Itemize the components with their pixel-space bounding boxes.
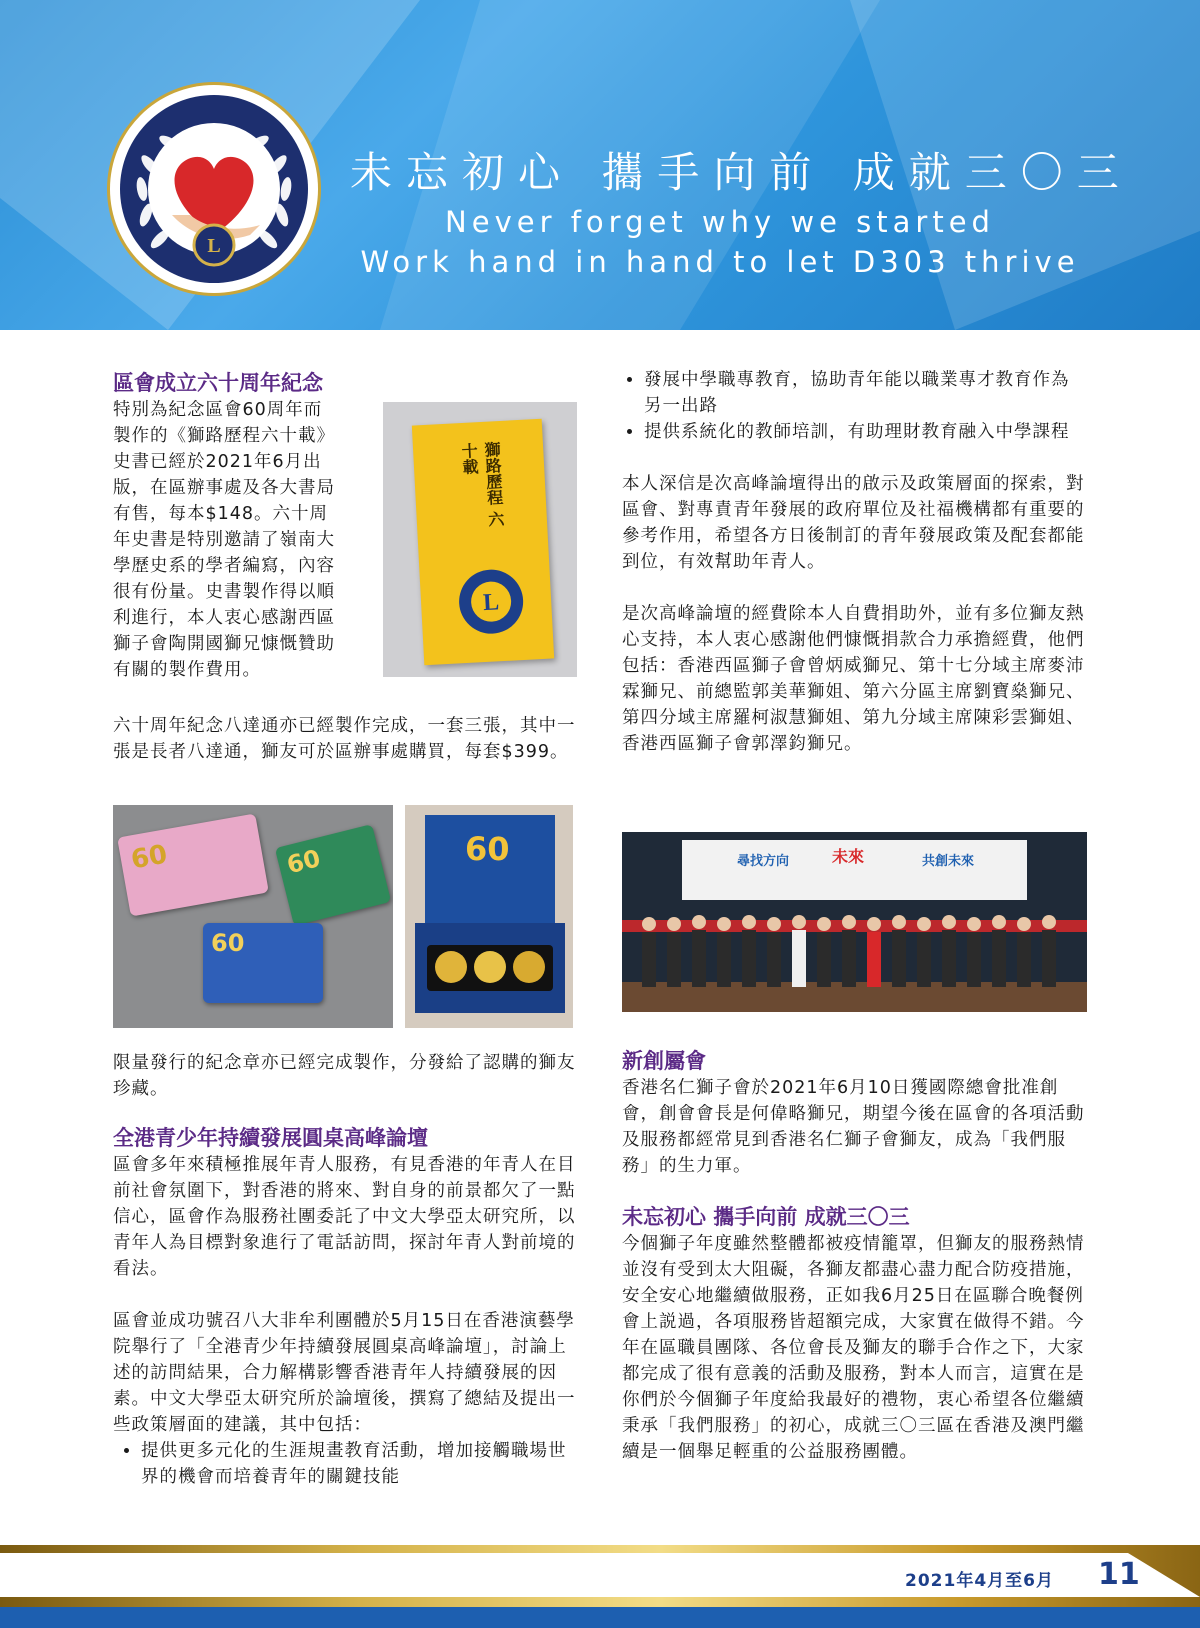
right-column — [622, 367, 1087, 757]
medal-box-60: 60 — [465, 830, 510, 868]
recommendation-list — [113, 1438, 583, 1490]
section-heading-new-club: 新創屬會 — [622, 1049, 706, 1073]
book-line: 特別為紀念區會60周年而 — [113, 400, 323, 420]
section-heading-closing: 未忘初心 攜手向前 成就三〇三 — [622, 1205, 910, 1229]
issue-date: 2021年4月至6月 — [905, 1571, 1054, 1591]
stage-banner-right: 共創未來 — [922, 854, 975, 869]
book-line: 有關的製作費用。 — [113, 660, 261, 680]
section-heading-youth-summit: 全港青少年持續發展圓桌高峰論壇 — [113, 1126, 428, 1150]
summit-reflection-para: 本人深信是次高峰論壇得出的啟示及政策層面的探索，對區會、對專責青年發展的政府單位及社福機構都有重要的參考作用，希望各方日後制訂的青年發展政策及配套都能到位，有效幫助年青人。 — [622, 474, 1085, 572]
book-line: 有售，每本$148。六十周 — [113, 504, 329, 524]
medal-box-photo — [405, 805, 573, 1028]
lions-logo — [110, 85, 318, 293]
right-lower-column — [622, 1045, 1087, 1465]
card-60-label: 60 — [211, 929, 245, 957]
closing-para: 今個獅子年度雖然整體都被疫情籠罩，但獅友的服務熱情並沒有受到太大阻礙，各獅友都盡心盡力配合防疫措施，安全安心地繼續做服務，正如我6月25日在區聯合晚餐例會上説過，各項服務皆超額完成，大家實在做得不錯。今年在區職員團隊、各位會長及獅友的聯手合作之下，大家都完成了很有意義的活動及服務，對本人而言，這實在是你們於今個獅子年度給我最好的禮物，衷心希望各位繼續秉承「我們服務」的初心，成就三〇三區在香港及澳門繼續是一個舉足輕重的公益服務團體。 — [622, 1234, 1085, 1462]
list-item: • 提供系統化的教師培訓，有助理財教育融入中學課程 — [644, 419, 1087, 445]
recommendation-list-cont — [622, 367, 1087, 445]
youth-summit-para1: 區會多年來積極推展年青人服務，有見香港的年青人在目前社會氛圍下，對香港的將來、對自身的前景都欠了一點信心，區會作為服務社團委託了中文大學亞太研究所，以青年人為目標對象進行了電話訪問，探討年青人對前境的看法。 — [113, 1155, 576, 1279]
summit-stage-photo — [622, 832, 1087, 1012]
book-photo — [383, 402, 577, 677]
book-cover-title: 獅路歷程 六十載 — [458, 440, 506, 528]
book-line: 年史書是特別邀請了嶺南大 — [113, 530, 335, 550]
header-subtitle-line2: Work hand in hand to let D303 thrive — [360, 245, 1080, 279]
book-line: 很有份量。史書製作得以順 — [113, 582, 335, 602]
list-item: • 發展中學職專教育，協助青年能以職業專才教育作為另一出路 — [644, 367, 1087, 419]
book-line: 利進行，本人衷心感謝西區 — [113, 608, 335, 628]
stage-banner-mid: 未來 — [832, 847, 865, 866]
page-number: 11 — [1098, 1557, 1140, 1592]
book-line: 獅子會陶開國獅兄慷慨贊助 — [113, 634, 335, 654]
youth-summit-para2: 區會並成功號召八大非牟利團體於5月15日在香港演藝學院舉行了「全港青少年持續發展圓桌高峰論壇」，討論上述的訪問結果，合力解構影響香港青年人持續發展的因素。中文大學亞太研究所於論壇後，撰寫了總結及提出一些政策層面的建議，其中包括： — [113, 1311, 576, 1435]
card-60-label: 60 — [128, 839, 170, 876]
new-club-para: 香港名仁獅子會於2021年6月10日獲國際總會批准創會，創會會長是何偉略獅兄，期望今後在區會的各項活動及服務都經常見到香港名仁獅子會獅友，成為「我們服務」的生力軍。 — [622, 1078, 1085, 1176]
book-line: 學歷史系的學者編寫，內容 — [113, 556, 335, 576]
octopus-paragraph: 六十周年紀念八達通亦已經製作完成，一套三張，其中一張是長者八達通，獅友可於區辦事處購買，每套$399。 — [113, 716, 576, 762]
medal-paragraph: 限量發行的紀念章亦已經完成製作，分發給了認購的獅友珍藏。 — [113, 1053, 576, 1099]
book-line: 史書已經於2021年6月出 — [113, 452, 322, 472]
left-lower-column — [113, 1050, 583, 1490]
card-60-label: 60 — [284, 844, 324, 880]
stage-banner-left: 尋找方向 — [737, 854, 790, 869]
list-item: • 提供更多元化的生涯規畫教育活動，增加接觸職場世界的機會而培養青年的關鍵技能 — [141, 1438, 583, 1490]
book-line: 製作的《獅路歷程六十載》 — [113, 426, 335, 446]
header-banner — [0, 0, 1200, 330]
section-heading-60th: 區會成立六十周年紀念 — [113, 371, 323, 395]
octopus-cards-photo — [113, 805, 393, 1028]
donors-para: 是次高峰論壇的經費除本人自費捐助外，並有多位獅友熱心支持，本人衷心感謝他們慷慨捐款合力承擔經費，他們包括：香港西區獅子會曾炳威獅兄、第十七分域主席麥沛霖獅兄、前總監郭美華獅姐、第六分區主席劉寶燊獅兄、第四分域主席羅柯淑慧獅姐、第九分域主席陳彩雲獅姐、香港西區獅子會郭澤鈞獅兄。 — [622, 604, 1085, 754]
footer-blue-bar — [0, 1607, 1200, 1628]
book-intro-text — [113, 397, 373, 683]
header-title-zh: 未忘初心 攜手向前 成就三〇三 — [350, 148, 1133, 197]
book-line: 版，在區辦事處及各大書局 — [113, 478, 335, 498]
svg-text:L: L — [207, 235, 221, 257]
header-subtitle-line1: Never forget why we started — [445, 205, 995, 239]
svg-text:L: L — [482, 589, 500, 617]
